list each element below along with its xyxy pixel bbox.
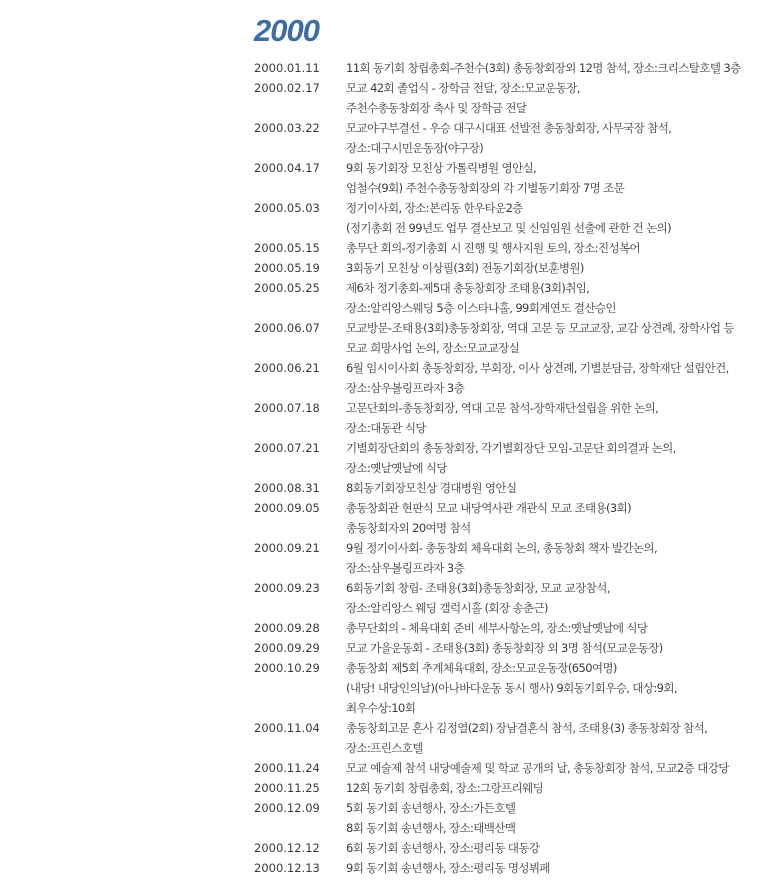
entry-description-line: 장소:옛날옛날에 식당: [346, 461, 447, 475]
entry-description-line: 11회 동기회 창립총회-주천수(3회) 총동창회장외 12명 참석, 장소:크리스탈호텔 3층: [346, 61, 741, 75]
entry-description-line: 3회동기 모친상 이상필(3회) 전동기회장(보훈병원): [346, 261, 584, 275]
entry-description: [346, 498, 760, 538]
entry-description: [346, 798, 760, 838]
entry-description-line: 모교야구부결선 - 우승 대구시대표 선발전 총동창회장, 사무국장 참석,: [346, 121, 672, 135]
entry-description-line: 제6차 정기총회-제5대 총동창회장 조태용(3회)취임,: [346, 281, 590, 295]
entry-description-line: 정기이사회, 장소:본리동 한우타운2층: [346, 201, 523, 215]
timeline-entry: [254, 398, 760, 438]
timeline-entry: [254, 498, 760, 538]
entry-date: 2000.12.12: [254, 841, 320, 855]
timeline-entry: [254, 638, 760, 658]
timeline-entry: [254, 858, 760, 878]
entry-description: [346, 58, 760, 78]
entry-description-line: 장소:대구시민운동장(야구장): [346, 141, 484, 155]
timeline-entry: [254, 118, 760, 158]
entry-description-line: 6월 임시이사회 총동창회장, 부회장, 이사 상견례, 기별분담금, 장학재단 설립안건,: [346, 361, 729, 375]
timeline-entry: [254, 158, 760, 198]
entry-description: [346, 538, 760, 578]
timeline-entry: [254, 838, 760, 858]
entry-description: [346, 778, 760, 798]
entry-description-line: 최우수상:10회: [346, 701, 416, 715]
timeline-entry: [254, 538, 760, 578]
entry-description-line: 장소:대동관 식당: [346, 421, 426, 435]
entry-description-line: 8회동기회장모친상 경대병원 영안실: [346, 481, 517, 495]
entry-date: 2000.09.29: [254, 641, 320, 655]
entry-date: 2000.09.05: [254, 501, 320, 515]
entry-date: 2000.07.18: [254, 401, 320, 415]
entry-description-line: 12회 동기회 창립총회, 장소:그랑프리웨딩: [346, 781, 544, 795]
entry-description-line: 5회 동기회 송년행사, 장소:가든호텔: [346, 801, 516, 815]
entry-description-line: 9회 동기회장 모친상 가톨릭병원 영안실,: [346, 161, 537, 175]
entry-description-line: 모교 42회 졸업식 - 장학금 전달, 장소:모교운동장,: [346, 81, 580, 95]
entry-date: 2000.10.29: [254, 661, 320, 675]
entry-description: [346, 658, 760, 718]
entry-description: [346, 118, 760, 158]
year-title: 2000: [254, 13, 319, 48]
entry-date: 2000.09.23: [254, 581, 320, 595]
entry-description-line: 6회 동기회 송년행사, 장소:평리동 대동강: [346, 841, 540, 855]
entry-description-line: 주천수총동창회장 축사 및 장학금 전달: [346, 101, 527, 115]
timeline-entry: [254, 318, 760, 358]
entry-description-line: 총무단 회의-정기총회 시 진행 및 행사지원 토의, 장소:진성복어: [346, 241, 640, 255]
entry-date: 2000.09.28: [254, 621, 320, 635]
entry-date: 2000.02.17: [254, 81, 320, 95]
entry-description: [346, 438, 760, 478]
entry-description-line: 기별회장단회의 총동창회장, 각기별회장단 모임-고문단 회의결과 논의,: [346, 441, 676, 455]
entry-description-line: 총동창회 제5회 추계체육대회, 장소:모교운동장(650여명): [346, 661, 617, 675]
entry-description: [346, 78, 760, 118]
entry-date: 2000.11.24: [254, 761, 320, 775]
entry-description: [346, 618, 760, 638]
entry-description: [346, 238, 760, 258]
entry-date: 2000.12.13: [254, 861, 320, 875]
entry-date: 2000.03.22: [254, 121, 320, 135]
entry-date: 2000.06.21: [254, 361, 320, 375]
entry-description-line: (내당! 내당인의날)(아나바다운동 동시 행사) 9회동기회우승, 대상:9회,: [346, 681, 677, 695]
timeline-entry: [254, 798, 760, 838]
entry-date: 2000.06.07: [254, 321, 320, 335]
entry-description: [346, 758, 760, 778]
timeline-entry: [254, 478, 760, 498]
entry-description-line: 고문단회의-총동창회장, 역대 고문 참석-장학재단설립을 위한 논의,: [346, 401, 659, 415]
entry-date: 2000.11.04: [254, 721, 320, 735]
entry-description: [346, 578, 760, 618]
entry-description-line: 9회 동기회 송년행사, 장소:평리동 명성뷔페: [346, 861, 550, 875]
entry-description-line: 장소:알리앙스 웨딩 갤럭시홀 (회장 송춘근): [346, 601, 548, 615]
timeline-entry: [254, 258, 760, 278]
entry-date: 2000.04.17: [254, 161, 320, 175]
entry-description: [346, 838, 760, 858]
entry-date: 2000.08.31: [254, 481, 320, 495]
entry-description: [346, 318, 760, 358]
timeline-entry: [254, 778, 760, 798]
entry-date: 2000.05.19: [254, 261, 320, 275]
timeline-entry: [254, 758, 760, 778]
entry-description-line: 모교 예술제 참석 내당예술제 및 학교 공개의 날, 총동창회장 참석, 모교2층 대강당: [346, 761, 729, 775]
entry-date: 2000.05.15: [254, 241, 320, 255]
entry-description-line: 모교방문-조태용(3회)총동창회장, 역대 고문 등 모교교장, 교감 상견례, 장학사업 등: [346, 321, 734, 335]
entry-description-line: 장소:프린스호텔: [346, 741, 423, 755]
entry-description: [346, 858, 760, 878]
entry-description-line: 총동창회고문 혼사 김정열(2회) 장남결혼식 참석, 조태용(3) 총동창회장 참석,: [346, 721, 708, 735]
timeline-entry: [254, 278, 760, 318]
entry-description-line: 총동창회관 현판식 모교 내당역사관 개관식 모교 조태용(3회): [346, 501, 632, 515]
entry-date: 2000.01.11: [254, 61, 320, 75]
entry-description: [346, 158, 760, 198]
entry-description-line: 6회동기회 창립- 조태용(3회)총동창회장, 모교 교장참석,: [346, 581, 610, 595]
entry-description-line: 장소:삼우볼링프라자 3층: [346, 561, 465, 575]
entry-date: 2000.05.25: [254, 281, 320, 295]
entry-description-line: 총무단회의 - 체육대회 준비 세부사항논의, 장소:옛날옛날에 식당: [346, 621, 648, 635]
entry-date: 2000.05.03: [254, 201, 320, 215]
entry-date: 2000.09.21: [254, 541, 320, 555]
entry-description: [346, 358, 760, 398]
entry-date: 2000.11.25: [254, 781, 320, 795]
entry-description: [346, 718, 760, 758]
timeline-entry: [254, 58, 760, 78]
entry-date: 2000.12.09: [254, 801, 320, 815]
entry-description-line: 모교 가을운동회 - 조태용(3회) 총동창회장 외 3명 참석(모교운동장): [346, 641, 663, 655]
entry-description: [346, 638, 760, 658]
entry-description-line: 8회 동기회 송년행사, 장소:태백산맥: [346, 821, 516, 835]
entry-description: [346, 478, 760, 498]
entry-description-line: 엄철수(9회) 주천수총동창회장외 각 기별동기회장 7명 조문: [346, 181, 625, 195]
timeline-entry: [254, 578, 760, 618]
entry-description: [346, 398, 760, 438]
timeline-entry: [254, 358, 760, 398]
entry-description: [346, 258, 760, 278]
entry-description-line: (정기총회 전 99년도 업무 결산보고 및 신임임원 선출에 관한 건 논의): [346, 221, 671, 235]
timeline-entry: [254, 198, 760, 238]
entry-description-line: 총동창회자외 20여명 참석: [346, 521, 471, 535]
entry-description: [346, 198, 760, 238]
timeline-entry: [254, 658, 760, 718]
entry-date: 2000.07.21: [254, 441, 320, 455]
entry-description-line: 장소:알리앙스웨딩 5층 이스타나홀, 99회계연도 결산승인: [346, 301, 616, 315]
entry-description: [346, 278, 760, 318]
entry-description-line: 9월 정기이사회- 총동창회 체육대회 논의, 총동창회 책자 발간논의,: [346, 541, 657, 555]
timeline-entry: [254, 618, 760, 638]
timeline-entry: [254, 238, 760, 258]
timeline-list: [254, 58, 760, 878]
entry-description-line: 장소:삼우볼링프라자 3층: [346, 381, 465, 395]
timeline-entry: [254, 718, 760, 758]
entry-description-line: 모교 희망사업 논의, 장소:모교교장실: [346, 341, 520, 355]
timeline-entry: [254, 438, 760, 478]
timeline-entry: [254, 78, 760, 118]
